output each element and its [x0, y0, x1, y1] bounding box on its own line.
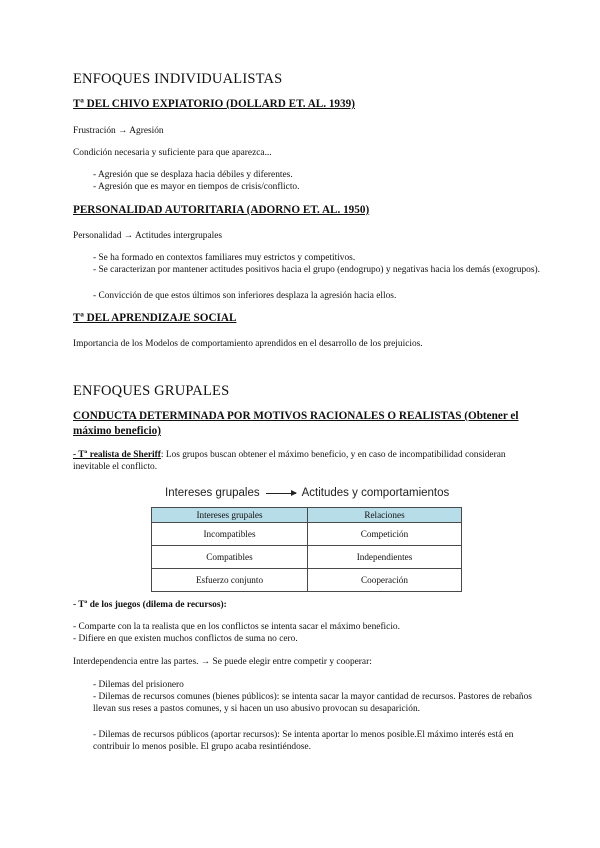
section-heading-individualistas: ENFOQUES INDIVIDUALISTAS — [73, 71, 283, 87]
diagram-right-label: Actitudes y comportamientos — [301, 487, 450, 499]
sherif-text: : Los grupos buscan obtener el máximo beneficio, y en caso de incompatibilidad consideran inevitable el conflicto. — [73, 450, 506, 472]
table-cell: Incompatibles — [152, 523, 308, 546]
juegos-title: - Tª de los juegos (dilema de recursos): — [73, 600, 227, 610]
sherif-lead: - Tª realista de Sheriff — [73, 450, 161, 460]
juegos-bullet-2: - Dilemas de recursos comunes (bienes públicos): se intenta sacar la mayor cantidad de recursos. Pastores de rebaños llevan sus reses a pastos comunes, y si hacen un uso abusivo provocan su desaparición. — [93, 692, 532, 714]
chivo-expiatorio-title: Tª DEL CHIVO EXPIATORIO (DOLLARD ET. AL. 1939) — [73, 98, 355, 110]
section-heading-grupales: ENFOQUES GRUPALES — [73, 383, 230, 399]
personalidad-autoritaria-title: PERSONALIDAD AUTORITARIA (ADORNO ET. AL. 1950) — [73, 204, 370, 216]
table-header-row — [152, 508, 462, 523]
table-header-cell: Intereses grupales — [152, 508, 308, 523]
autoritaria-bullet-1: - Se ha formado en contextos familiares muy estrictos y competitivos. — [93, 253, 356, 263]
table-cell: Esfuerzo conjunto — [152, 569, 308, 592]
table-row — [152, 546, 462, 569]
chivo-bullet-1: - Agresión que se desplaza hacia débiles y diferentes. — [93, 170, 293, 180]
chivo-line-1: Frustración → Agresión — [73, 126, 164, 136]
relations-table — [151, 507, 462, 592]
juegos-bullet-1: - Dilemas del prisionero — [93, 680, 184, 690]
table-row — [152, 523, 462, 546]
autoritaria-bullet-2: - Se caracterizan por mantener actitudes positivos hacia el grupo (endogrupo) y negativas hacia los demás (exogrupos). — [93, 265, 540, 275]
arrow-right-icon — [266, 493, 296, 494]
conducta-title: CONDUCTA DETERMINADA POR MOTIVOS RACIONALES O REALISTAS (Obtener el máximo beneficio) — [73, 410, 519, 437]
chivo-bullet-2: - Agresión que es mayor en tiempos de crisis/conflicto. — [93, 182, 300, 192]
table-row — [152, 569, 462, 592]
table-header-cell: Relaciones — [308, 508, 462, 523]
autoritaria-line-1: Personalidad → Actitudes intergrupales — [73, 231, 223, 241]
juegos-bullet-3: - Dilemas de recursos públicos (aportar recursos): Se intenta aportar lo menos posible.El máximo interés está en contribuir lo menos posible. El grupo acaba resintiéndose. — [93, 730, 514, 752]
diagram-left-label: Intereses grupales — [165, 487, 260, 499]
sherif-paragraph — [73, 449, 543, 473]
juegos-line-1: - Comparte con la ta realista que en los conflictos se intenta sacar el máximo beneficio. — [73, 622, 400, 632]
table-cell: Compatibles — [152, 546, 308, 569]
table-cell: Cooperación — [308, 569, 462, 592]
interdependencia-line: Interdependencia entre las partes. → Se puede elegir entre competir y cooperar: — [73, 657, 372, 667]
juegos-line-2: - Difiere en que existen muchos conflictos de suma no cero. — [73, 634, 298, 644]
aprendizaje-line-1: Importancia de los Modelos de comportamiento aprendidos en el desarrollo de los prejuicios. — [73, 339, 423, 349]
autoritaria-bullet-3: - Convicción de que estos últimos son inferiores desplaza la agresión hacia ellos. — [93, 291, 397, 301]
chivo-line-2: Condición necesaria y suficiente para que aparezca... — [73, 148, 272, 158]
table-cell: Competición — [308, 523, 462, 546]
aprendizaje-social-title: Tª DEL APRENDIZAJE SOCIAL — [73, 312, 237, 324]
table-cell: Independientes — [308, 546, 462, 569]
diagram-title — [165, 487, 449, 499]
